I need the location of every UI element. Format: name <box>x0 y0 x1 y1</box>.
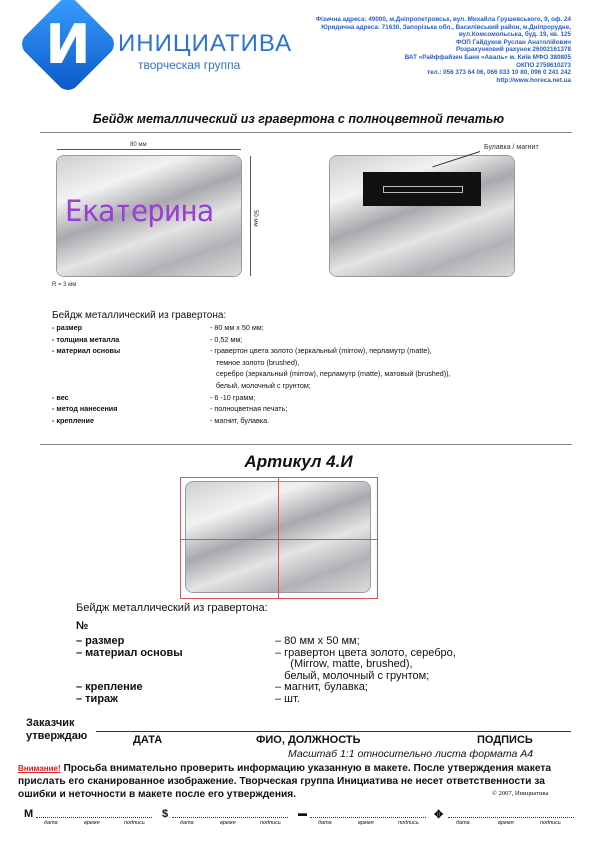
spec-value: темное золото (brushed), <box>210 357 300 367</box>
vertical-guide <box>278 477 279 599</box>
route-symbol: M <box>24 808 34 820</box>
horizontal-guide <box>180 539 377 540</box>
route-date: дата <box>44 820 58 826</box>
article-number: Артикул 4.И <box>244 452 353 471</box>
contact-line: вул.Комсомольська, буд. 19, кв. 125 <box>458 31 571 39</box>
spec-value: белый, молочный с грунтом; <box>210 380 311 390</box>
spec2-key: – крепление <box>76 681 143 693</box>
contact-line: ОКПО 2759610273 <box>516 61 571 69</box>
route-sign: подпись <box>260 820 281 826</box>
spec-key: - размер <box>52 323 82 332</box>
fio-column: ФИО, ДОЛЖНОСТЬ <box>256 734 361 746</box>
spec2-key: – тираж <box>76 692 118 705</box>
spec-key: - вес <box>52 392 69 402</box>
spec2-value: (Mirrow, matte, brushed), <box>275 658 413 670</box>
number-label: № <box>76 620 89 632</box>
spec-value: - 6 -10 грамм; <box>210 392 256 402</box>
spec2-value: – магнит, булавка; <box>275 681 368 693</box>
spec-key: - толщина металла <box>52 334 120 344</box>
spec2-value: – гравертон цвета золото, серебро, <box>275 646 456 659</box>
width-label: 80 мм <box>130 142 147 148</box>
spec2-key <box>76 659 183 671</box>
route-line <box>172 817 288 818</box>
spec-key: - материал основы <box>52 346 121 356</box>
disclaimer-text: Просьба внимательно проверить информацию указанную в макете. После утверждения макета прислать его сканированное изображение. Творческая группа Инициатива не несет ответственности за ошибки и неточности в макете после его утверждения. <box>18 763 552 800</box>
spec-value: - 80 мм x 50 мм; <box>210 323 264 332</box>
date-column: ДАТА <box>133 734 163 746</box>
route-time: время <box>220 820 236 826</box>
spec-key <box>52 368 120 380</box>
route-symbol: ▬ <box>298 808 307 818</box>
route-symbol: $ <box>162 808 169 820</box>
spec-key: - метод нанесения <box>52 404 118 414</box>
height-dimension-line <box>250 156 251 276</box>
pin-bar <box>383 186 463 193</box>
spec2-value: – 80 мм x 50 мм; <box>275 635 360 647</box>
scale-note: Масштаб 1:1 относительно листа формата А4 <box>288 748 534 760</box>
brand-name: ИНИЦИАТИВА <box>118 30 293 57</box>
route-date: дата <box>318 820 332 826</box>
route-time: время <box>84 820 100 826</box>
signature-column: ПОДПИСЬ <box>477 734 533 746</box>
warning-label: Внимание! <box>18 764 61 773</box>
signature-line <box>96 731 571 732</box>
contact-line: тел.: 056 373 64 06, 066 033 10 80, 096 0 241 242 <box>427 69 571 77</box>
contact-line: ФОП Гайдуков Руслан Анатолійович <box>455 38 571 46</box>
logo-letter: И <box>45 12 91 76</box>
specs-values <box>210 322 451 426</box>
spec-value: - полноцветная печать; <box>210 404 288 414</box>
spec2-key: – материал основы <box>76 646 183 659</box>
badge-name: Екатерина <box>65 194 214 228</box>
height-label: 50 мм <box>252 210 258 227</box>
spec-value: - магнит, булавка. <box>210 415 270 425</box>
route-date: дата <box>180 820 194 826</box>
contact-info <box>281 16 571 84</box>
spec2-key: – размер <box>76 635 125 647</box>
route-line <box>36 817 152 818</box>
divider <box>40 132 572 133</box>
width-dimension-line <box>57 149 241 150</box>
spec-value: серебро (зеркальный (mirrow), перламутр (matte), матовый (brushed)), <box>210 369 451 379</box>
specs2-keys <box>76 636 183 705</box>
spec-value: - гравертон цвета золото (зеркальный (mirrow), перламутр (matte), <box>210 346 432 356</box>
route-sign: подпись <box>398 820 419 826</box>
customer-label: Заказчик <box>26 717 75 729</box>
copyright: © 2007, Инициатива <box>492 790 549 797</box>
specs-keys <box>52 322 120 426</box>
route-time: время <box>498 820 514 826</box>
contact-line: Фізична адреса: 49000, м.Дніпропетровськ, вул. Михайла Грушевського, 9, оф. 24 <box>315 16 571 23</box>
contact-line: http://www.horeca.net.ua <box>496 76 571 84</box>
contact-line: Розрахунковий рахунок 26002161378 <box>456 46 571 54</box>
route-date: дата <box>456 820 470 826</box>
specs2-heading: Бейдж металлический из гравертона: <box>76 602 268 614</box>
route-symbol: ✥ <box>434 809 444 821</box>
spec-key <box>52 357 120 369</box>
spec-key <box>52 380 120 392</box>
specs2-values <box>275 636 456 705</box>
route-sign: подпись <box>540 820 561 826</box>
spec2-value: – шт. <box>275 692 300 705</box>
pin-magnet-plate <box>363 172 481 206</box>
approve-label: утверждаю <box>26 730 88 742</box>
radius-label: R = 3 мм <box>52 282 77 288</box>
front-badge <box>57 156 241 276</box>
page-title: Бейдж металлический из гравертона с полноцветной печатью <box>92 112 505 126</box>
routing-footer <box>24 808 579 828</box>
specs-heading: Бейдж металлический из гравертона: <box>52 310 227 321</box>
route-line <box>448 817 574 818</box>
spec2-value: белый, молочный с грунтом; <box>275 669 430 682</box>
pin-label: Булавка / магнит <box>484 144 539 151</box>
back-badge <box>330 156 514 276</box>
route-sign: подпись <box>124 820 145 826</box>
contact-line: ВАТ «Райффайзен Банк «Аваль» м. Київ МФО 380805 <box>404 53 571 61</box>
route-line <box>310 817 426 818</box>
spec-key: - крепление <box>52 415 94 425</box>
route-time: время <box>358 820 374 826</box>
spec-value: - 0,52 мм; <box>210 334 243 344</box>
contact-line: Юридична адреса: 71630, Запорізька обл., Василівський район, м.Дніпрорудне, <box>321 23 571 31</box>
brand-subtitle: творческая группа <box>138 58 241 72</box>
divider <box>40 444 572 445</box>
